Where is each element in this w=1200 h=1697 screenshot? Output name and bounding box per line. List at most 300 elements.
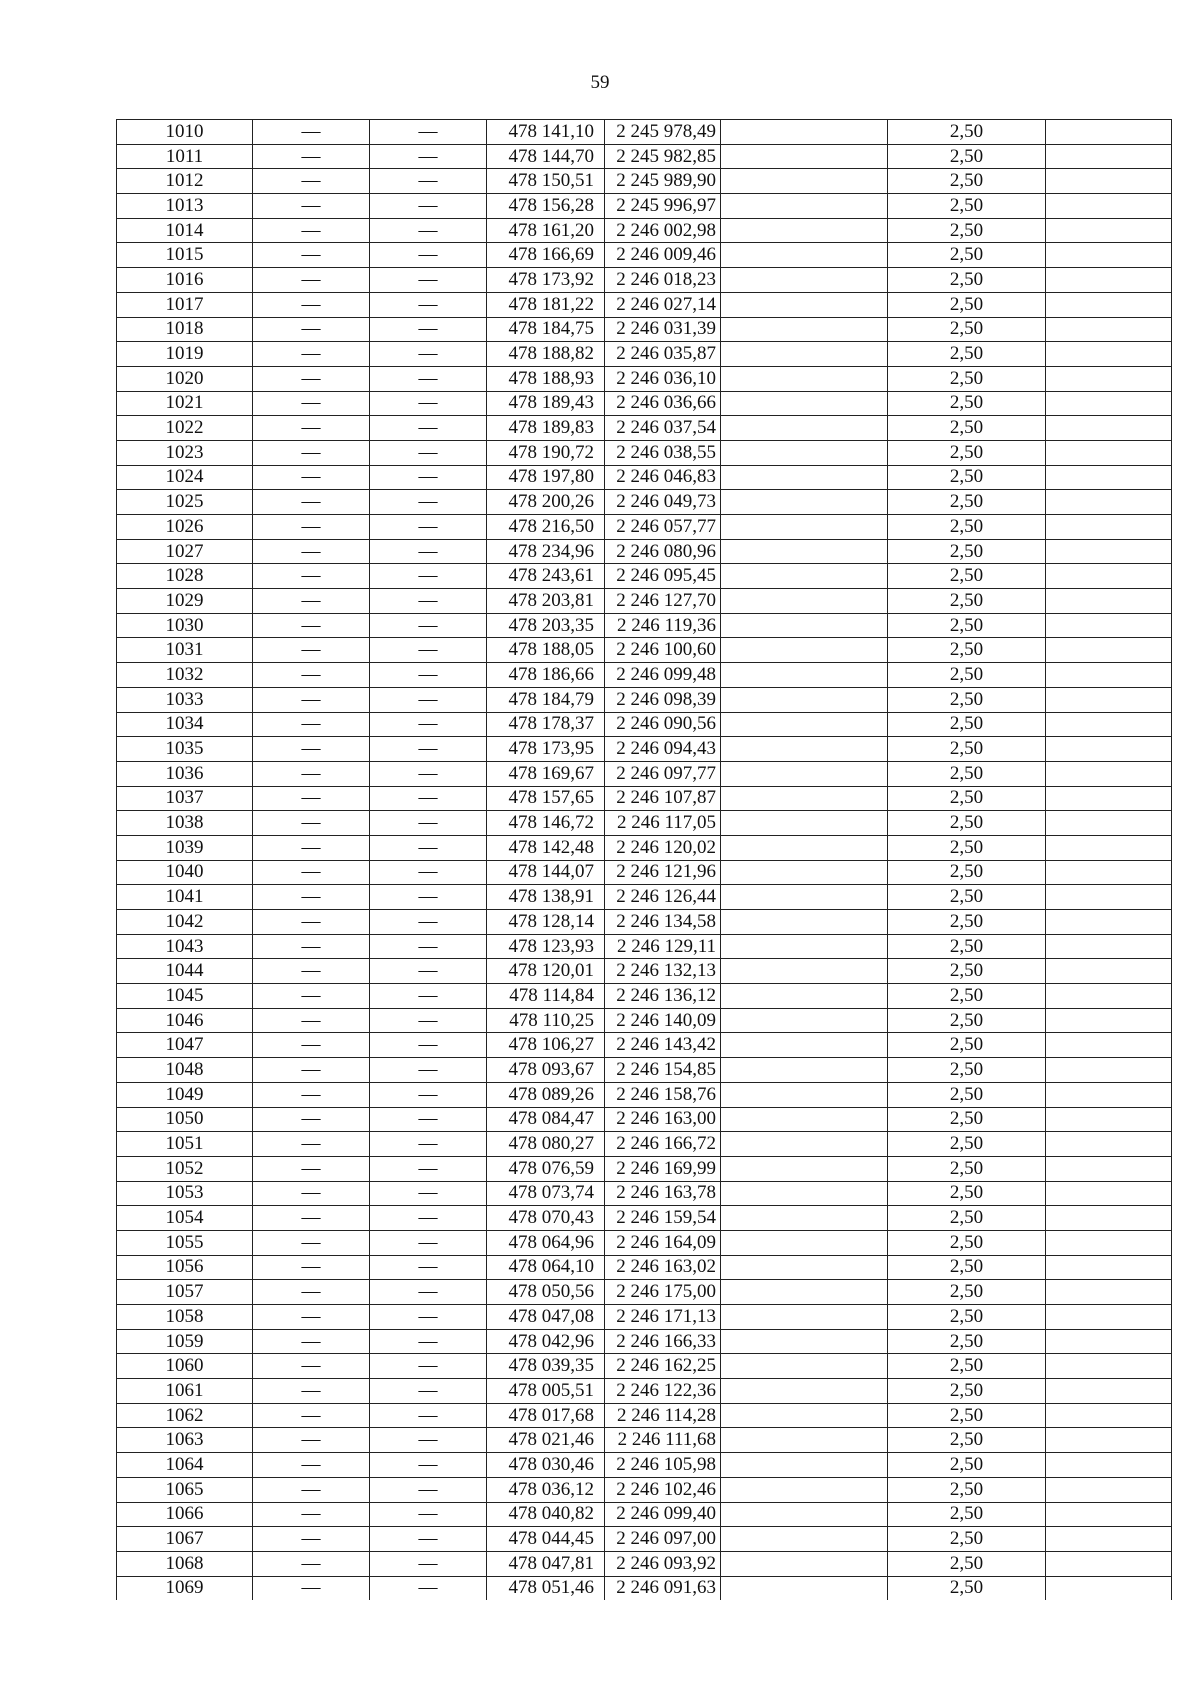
table-row (117, 737, 1172, 762)
y-coordinate-cell: 2 246 129,11 (605, 934, 721, 959)
table-row (117, 144, 1172, 169)
point-number-cell: 1048 (117, 1058, 253, 1083)
dash-cell: — (253, 243, 370, 268)
dash-cell: — (253, 1428, 370, 1453)
empty-cell (721, 539, 888, 564)
dash-cell: — (370, 120, 487, 145)
value-cell: 2,50 (888, 663, 1046, 688)
table-row (117, 638, 1172, 663)
value-cell: 2,50 (888, 761, 1046, 786)
empty-cell (721, 1255, 888, 1280)
empty-cell (721, 268, 888, 293)
empty-cell (721, 984, 888, 1009)
value-cell: 2,50 (888, 490, 1046, 515)
empty-cell (1046, 1181, 1172, 1206)
empty-cell (721, 712, 888, 737)
dash-cell: — (253, 564, 370, 589)
y-coordinate-cell: 2 246 038,55 (605, 440, 721, 465)
y-coordinate-cell: 2 246 036,66 (605, 391, 721, 416)
value-cell: 2,50 (888, 613, 1046, 638)
dash-cell: — (253, 1255, 370, 1280)
dash-cell: — (253, 613, 370, 638)
empty-cell (721, 737, 888, 762)
x-coordinate-cell: 478 051,46 (487, 1576, 605, 1600)
table-row (117, 1107, 1172, 1132)
dash-cell: — (253, 786, 370, 811)
table-row (117, 860, 1172, 885)
dash-cell: — (370, 1305, 487, 1330)
point-number-cell: 1027 (117, 539, 253, 564)
dash-cell: — (253, 1527, 370, 1552)
value-cell: 2,50 (888, 1008, 1046, 1033)
value-cell: 2,50 (888, 959, 1046, 984)
empty-cell (721, 1132, 888, 1157)
y-coordinate-cell: 2 246 166,72 (605, 1132, 721, 1157)
value-cell: 2,50 (888, 1354, 1046, 1379)
empty-cell (1046, 1403, 1172, 1428)
empty-cell (721, 1477, 888, 1502)
dash-cell: — (253, 1107, 370, 1132)
dash-cell: — (253, 984, 370, 1009)
dash-cell: — (370, 1107, 487, 1132)
value-cell: 2,50 (888, 1181, 1046, 1206)
point-number-cell: 1056 (117, 1255, 253, 1280)
dash-cell: — (370, 1502, 487, 1527)
empty-cell (721, 1453, 888, 1478)
dash-cell: — (370, 860, 487, 885)
dash-cell: — (370, 811, 487, 836)
empty-cell (1046, 120, 1172, 145)
x-coordinate-cell: 478 073,74 (487, 1181, 605, 1206)
point-number-cell: 1065 (117, 1477, 253, 1502)
value-cell: 2,50 (888, 1206, 1046, 1231)
x-coordinate-cell: 478 188,93 (487, 366, 605, 391)
empty-cell (721, 860, 888, 885)
empty-cell (721, 1354, 888, 1379)
point-number-cell: 1034 (117, 712, 253, 737)
value-cell: 2,50 (888, 1058, 1046, 1083)
point-number-cell: 1051 (117, 1132, 253, 1157)
empty-cell (1046, 761, 1172, 786)
dash-cell: — (370, 761, 487, 786)
table-row (117, 959, 1172, 984)
dash-cell: — (370, 1132, 487, 1157)
value-cell: 2,50 (888, 1477, 1046, 1502)
value-cell: 2,50 (888, 1033, 1046, 1058)
empty-cell (721, 1379, 888, 1404)
empty-cell (1046, 1551, 1172, 1576)
y-coordinate-cell: 2 246 099,48 (605, 663, 721, 688)
dash-cell: — (370, 687, 487, 712)
x-coordinate-cell: 478 150,51 (487, 169, 605, 194)
value-cell: 2,50 (888, 218, 1046, 243)
point-number-cell: 1042 (117, 910, 253, 935)
point-number-cell: 1044 (117, 959, 253, 984)
table-row (117, 1280, 1172, 1305)
table-row (117, 564, 1172, 589)
table-row (117, 440, 1172, 465)
empty-cell (1046, 490, 1172, 515)
table-row (117, 1230, 1172, 1255)
table-row (117, 194, 1172, 219)
y-coordinate-cell: 2 246 114,28 (605, 1403, 721, 1428)
x-coordinate-cell: 478 047,08 (487, 1305, 605, 1330)
table-row (117, 687, 1172, 712)
dash-cell: — (253, 712, 370, 737)
y-coordinate-cell: 2 246 105,98 (605, 1453, 721, 1478)
dash-cell: — (370, 1576, 487, 1600)
empty-cell (1046, 268, 1172, 293)
dash-cell: — (370, 663, 487, 688)
empty-cell (1046, 292, 1172, 317)
table-row (117, 1008, 1172, 1033)
point-number-cell: 1036 (117, 761, 253, 786)
point-number-cell: 1025 (117, 490, 253, 515)
y-coordinate-cell: 2 246 098,39 (605, 687, 721, 712)
table-row (117, 1379, 1172, 1404)
dash-cell: — (253, 120, 370, 145)
dash-cell: — (253, 663, 370, 688)
dash-cell: — (370, 465, 487, 490)
empty-cell (721, 811, 888, 836)
point-number-cell: 1047 (117, 1033, 253, 1058)
y-coordinate-cell: 2 246 140,09 (605, 1008, 721, 1033)
empty-cell (721, 120, 888, 145)
table-row (117, 1082, 1172, 1107)
dash-cell: — (370, 194, 487, 219)
dash-cell: — (253, 1305, 370, 1330)
point-number-cell: 1017 (117, 292, 253, 317)
point-number-cell: 1014 (117, 218, 253, 243)
value-cell: 2,50 (888, 465, 1046, 490)
empty-cell (721, 440, 888, 465)
x-coordinate-cell: 478 181,22 (487, 292, 605, 317)
value-cell: 2,50 (888, 292, 1046, 317)
dash-cell: — (253, 1379, 370, 1404)
empty-cell (1046, 1033, 1172, 1058)
empty-cell (721, 761, 888, 786)
x-coordinate-cell: 478 243,61 (487, 564, 605, 589)
dash-cell: — (253, 1206, 370, 1231)
empty-cell (721, 1403, 888, 1428)
dash-cell: — (370, 934, 487, 959)
point-number-cell: 1055 (117, 1230, 253, 1255)
dash-cell: — (253, 1453, 370, 1478)
table-row (117, 1181, 1172, 1206)
dash-cell: — (370, 1354, 487, 1379)
empty-cell (1046, 1008, 1172, 1033)
dash-cell: — (370, 243, 487, 268)
point-number-cell: 1030 (117, 613, 253, 638)
x-coordinate-cell: 478 123,93 (487, 934, 605, 959)
value-cell: 2,50 (888, 1132, 1046, 1157)
point-number-cell: 1024 (117, 465, 253, 490)
table-row (117, 663, 1172, 688)
x-coordinate-cell: 478 050,56 (487, 1280, 605, 1305)
dash-cell: — (253, 1502, 370, 1527)
x-coordinate-cell: 478 188,82 (487, 342, 605, 367)
x-coordinate-cell: 478 161,20 (487, 218, 605, 243)
value-cell: 2,50 (888, 885, 1046, 910)
empty-cell (721, 613, 888, 638)
value-cell: 2,50 (888, 811, 1046, 836)
point-number-cell: 1016 (117, 268, 253, 293)
dash-cell: — (370, 1008, 487, 1033)
dash-cell: — (253, 366, 370, 391)
empty-cell (1046, 687, 1172, 712)
dash-cell: — (253, 194, 370, 219)
table-row (117, 366, 1172, 391)
dash-cell: — (253, 1033, 370, 1058)
table-row (117, 1206, 1172, 1231)
x-coordinate-cell: 478 128,14 (487, 910, 605, 935)
dash-cell: — (253, 416, 370, 441)
point-number-cell: 1038 (117, 811, 253, 836)
dash-cell: — (253, 934, 370, 959)
dash-cell: — (370, 1058, 487, 1083)
point-number-cell: 1046 (117, 1008, 253, 1033)
dash-cell: — (370, 959, 487, 984)
y-coordinate-cell: 2 246 134,58 (605, 910, 721, 935)
value-cell: 2,50 (888, 120, 1046, 145)
y-coordinate-cell: 2 246 175,00 (605, 1280, 721, 1305)
dash-cell: — (253, 1156, 370, 1181)
empty-cell (1046, 515, 1172, 540)
dash-cell: — (253, 1008, 370, 1033)
x-coordinate-cell: 478 146,72 (487, 811, 605, 836)
table-row (117, 490, 1172, 515)
empty-cell (1046, 613, 1172, 638)
y-coordinate-cell: 2 245 978,49 (605, 120, 721, 145)
x-coordinate-cell: 478 084,47 (487, 1107, 605, 1132)
empty-cell (721, 687, 888, 712)
x-coordinate-cell: 478 064,10 (487, 1255, 605, 1280)
empty-cell (721, 1058, 888, 1083)
empty-cell (721, 1527, 888, 1552)
x-coordinate-cell: 478 142,48 (487, 835, 605, 860)
dash-cell: — (253, 959, 370, 984)
y-coordinate-cell: 2 246 091,63 (605, 1576, 721, 1600)
value-cell: 2,50 (888, 539, 1046, 564)
point-number-cell: 1057 (117, 1280, 253, 1305)
empty-cell (1046, 1230, 1172, 1255)
x-coordinate-cell: 478 189,83 (487, 416, 605, 441)
dash-cell: — (370, 613, 487, 638)
empty-cell (1046, 811, 1172, 836)
x-coordinate-cell: 478 186,66 (487, 663, 605, 688)
point-number-cell: 1013 (117, 194, 253, 219)
value-cell: 2,50 (888, 317, 1046, 342)
table-row (117, 515, 1172, 540)
point-number-cell: 1029 (117, 589, 253, 614)
empty-cell (721, 1181, 888, 1206)
dash-cell: — (370, 539, 487, 564)
empty-cell (1046, 1132, 1172, 1157)
x-coordinate-cell: 478 144,70 (487, 144, 605, 169)
dash-cell: — (253, 687, 370, 712)
x-coordinate-cell: 478 166,69 (487, 243, 605, 268)
x-coordinate-cell: 478 076,59 (487, 1156, 605, 1181)
x-coordinate-cell: 478 138,91 (487, 885, 605, 910)
value-cell: 2,50 (888, 1428, 1046, 1453)
value-cell: 2,50 (888, 1082, 1046, 1107)
table-row (117, 416, 1172, 441)
point-number-cell: 1064 (117, 1453, 253, 1478)
x-coordinate-cell: 478 039,35 (487, 1354, 605, 1379)
x-coordinate-cell: 478 120,01 (487, 959, 605, 984)
value-cell: 2,50 (888, 910, 1046, 935)
y-coordinate-cell: 2 246 102,46 (605, 1477, 721, 1502)
x-coordinate-cell: 478 184,75 (487, 317, 605, 342)
dash-cell: — (253, 539, 370, 564)
value-cell: 2,50 (888, 1527, 1046, 1552)
point-number-cell: 1050 (117, 1107, 253, 1132)
dash-cell: — (253, 1329, 370, 1354)
value-cell: 2,50 (888, 366, 1046, 391)
empty-cell (721, 1305, 888, 1330)
value-cell: 2,50 (888, 1403, 1046, 1428)
y-coordinate-cell: 2 246 154,85 (605, 1058, 721, 1083)
table-row (117, 342, 1172, 367)
empty-cell (721, 564, 888, 589)
value-cell: 2,50 (888, 1329, 1046, 1354)
point-number-cell: 1010 (117, 120, 253, 145)
dash-cell: — (370, 910, 487, 935)
empty-cell (721, 638, 888, 663)
table-row (117, 317, 1172, 342)
point-number-cell: 1011 (117, 144, 253, 169)
y-coordinate-cell: 2 246 171,13 (605, 1305, 721, 1330)
table-row (117, 169, 1172, 194)
y-coordinate-cell: 2 246 162,25 (605, 1354, 721, 1379)
point-number-cell: 1035 (117, 737, 253, 762)
y-coordinate-cell: 2 246 009,46 (605, 243, 721, 268)
table-row (117, 761, 1172, 786)
value-cell: 2,50 (888, 144, 1046, 169)
value-cell: 2,50 (888, 194, 1046, 219)
table-row (117, 1453, 1172, 1478)
dash-cell: — (370, 317, 487, 342)
dash-cell: — (253, 465, 370, 490)
y-coordinate-cell: 2 246 169,99 (605, 1156, 721, 1181)
value-cell: 2,50 (888, 687, 1046, 712)
empty-cell (721, 391, 888, 416)
empty-cell (1046, 1206, 1172, 1231)
table-row (117, 1033, 1172, 1058)
dash-cell: — (253, 835, 370, 860)
y-coordinate-cell: 2 246 136,12 (605, 984, 721, 1009)
empty-cell (721, 1156, 888, 1181)
empty-cell (1046, 860, 1172, 885)
dash-cell: — (253, 910, 370, 935)
empty-cell (721, 366, 888, 391)
x-coordinate-cell: 478 144,07 (487, 860, 605, 885)
table-row (117, 268, 1172, 293)
y-coordinate-cell: 2 246 018,23 (605, 268, 721, 293)
x-coordinate-cell: 478 190,72 (487, 440, 605, 465)
empty-cell (721, 1329, 888, 1354)
empty-cell (721, 1576, 888, 1600)
y-coordinate-cell: 2 246 143,42 (605, 1033, 721, 1058)
empty-cell (1046, 1576, 1172, 1600)
dash-cell: — (370, 1477, 487, 1502)
point-number-cell: 1066 (117, 1502, 253, 1527)
x-coordinate-cell: 478 173,92 (487, 268, 605, 293)
value-cell: 2,50 (888, 638, 1046, 663)
empty-cell (721, 292, 888, 317)
dash-cell: — (253, 761, 370, 786)
value-cell: 2,50 (888, 416, 1046, 441)
value-cell: 2,50 (888, 737, 1046, 762)
dash-cell: — (253, 737, 370, 762)
dash-cell: — (253, 144, 370, 169)
x-coordinate-cell: 478 188,05 (487, 638, 605, 663)
y-coordinate-cell: 2 246 046,83 (605, 465, 721, 490)
y-coordinate-cell: 2 246 159,54 (605, 1206, 721, 1231)
empty-cell (721, 1428, 888, 1453)
dash-cell: — (253, 515, 370, 540)
point-number-cell: 1015 (117, 243, 253, 268)
x-coordinate-cell: 478 110,25 (487, 1008, 605, 1033)
x-coordinate-cell: 478 234,96 (487, 539, 605, 564)
dash-cell: — (253, 1576, 370, 1600)
point-number-cell: 1020 (117, 366, 253, 391)
x-coordinate-cell: 478 141,10 (487, 120, 605, 145)
x-coordinate-cell: 478 005,51 (487, 1379, 605, 1404)
dash-cell: — (253, 169, 370, 194)
dash-cell: — (370, 885, 487, 910)
empty-cell (721, 169, 888, 194)
y-coordinate-cell: 2 246 097,00 (605, 1527, 721, 1552)
empty-cell (721, 1206, 888, 1231)
dash-cell: — (253, 1181, 370, 1206)
dash-cell: — (370, 218, 487, 243)
x-coordinate-cell: 478 064,96 (487, 1230, 605, 1255)
page-number: 59 (590, 72, 610, 93)
empty-cell (721, 243, 888, 268)
empty-cell (1046, 959, 1172, 984)
empty-cell (1046, 243, 1172, 268)
value-cell: 2,50 (888, 786, 1046, 811)
table-row (117, 712, 1172, 737)
dash-cell: — (370, 786, 487, 811)
point-number-cell: 1063 (117, 1428, 253, 1453)
empty-cell (1046, 737, 1172, 762)
dash-cell: — (370, 638, 487, 663)
table-row (117, 885, 1172, 910)
empty-cell (1046, 1527, 1172, 1552)
dash-cell: — (370, 440, 487, 465)
value-cell: 2,50 (888, 391, 1046, 416)
table-row (117, 1255, 1172, 1280)
table-row (117, 539, 1172, 564)
empty-cell (1046, 366, 1172, 391)
empty-cell (1046, 539, 1172, 564)
table-row (117, 1305, 1172, 1330)
empty-cell (721, 490, 888, 515)
dash-cell: — (370, 1033, 487, 1058)
dash-cell: — (370, 366, 487, 391)
point-number-cell: 1026 (117, 515, 253, 540)
dash-cell: — (253, 1082, 370, 1107)
table-row (117, 465, 1172, 490)
dash-cell: — (370, 1082, 487, 1107)
point-number-cell: 1021 (117, 391, 253, 416)
dash-cell: — (253, 1403, 370, 1428)
empty-cell (1046, 1477, 1172, 1502)
point-number-cell: 1012 (117, 169, 253, 194)
y-coordinate-cell: 2 246 127,70 (605, 589, 721, 614)
